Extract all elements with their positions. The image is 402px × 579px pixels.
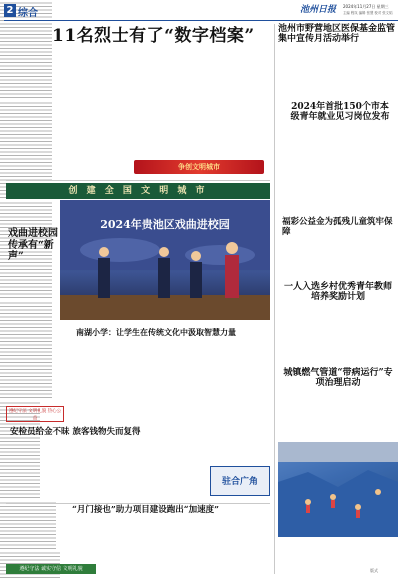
opera-headline: 戏曲进校园 传承有“新声” [8, 228, 58, 262]
masthead-rule [4, 20, 398, 21]
photo-illustration [278, 442, 398, 537]
right-bottom-photo [278, 442, 398, 537]
newspaper-logo: 池州日报 [300, 5, 337, 15]
safety-headline: 安检员给金不昧 旅客钱物失而复得 [10, 427, 141, 437]
nanhu-headline: 南湖小学：让学生在传统文化中汲取智慧力量 [76, 327, 236, 337]
red-note-box: 遵纪守法 文明礼貌 热心公益 [6, 406, 64, 422]
article3-headline: 福彩公益金为孤残儿童筑牢保障 [282, 217, 393, 237]
page-number-badge: 2 [4, 4, 16, 17]
ad-box: 驻合广角 [210, 466, 270, 496]
stage-illustration [60, 200, 270, 320]
divider [6, 180, 270, 181]
divider [6, 503, 270, 504]
red-ribbon-ad: 争创文明城市 [134, 160, 264, 174]
article1-body [0, 500, 56, 550]
section-name: 综合 [18, 8, 38, 19]
article4-headline: 一人入选乡村优秀青年教师培养奖励计划 [283, 282, 392, 303]
bottom-left-ad: 遵纪守法 诚实守信 文明礼貌 [6, 564, 96, 574]
column-divider [274, 24, 275, 574]
bottom-headline: “月门接也”助力项目建设跑出“加速度” [72, 505, 220, 515]
date-line: 2024年11月27日 星期三 [343, 4, 389, 9]
editors-line: 主编 程岚 编辑 张慧 校对 张文韬 [343, 11, 393, 15]
article2-headline: 2024年首批150个市本级青年就业见习岗位发布 [290, 102, 390, 123]
stage-backdrop-text: 2024年贵池区戏曲进校园 [100, 218, 230, 231]
footer-tag: 版式 [370, 568, 378, 573]
masthead [0, 0, 402, 22]
lead-headline: 11名烈士有了“数字档案” [52, 26, 255, 46]
civilized-city-banner: 创 建 全 国 文 明 城 市 [6, 183, 270, 199]
article1-headline: 池州市野营地区医保基金监管集中宣传月活动举行 [278, 24, 396, 45]
lead-body-col4 [0, 300, 52, 400]
stage-photo [60, 200, 270, 320]
article5-headline: 城镇燃气管道“带病运行”专项治理启动 [283, 368, 393, 389]
